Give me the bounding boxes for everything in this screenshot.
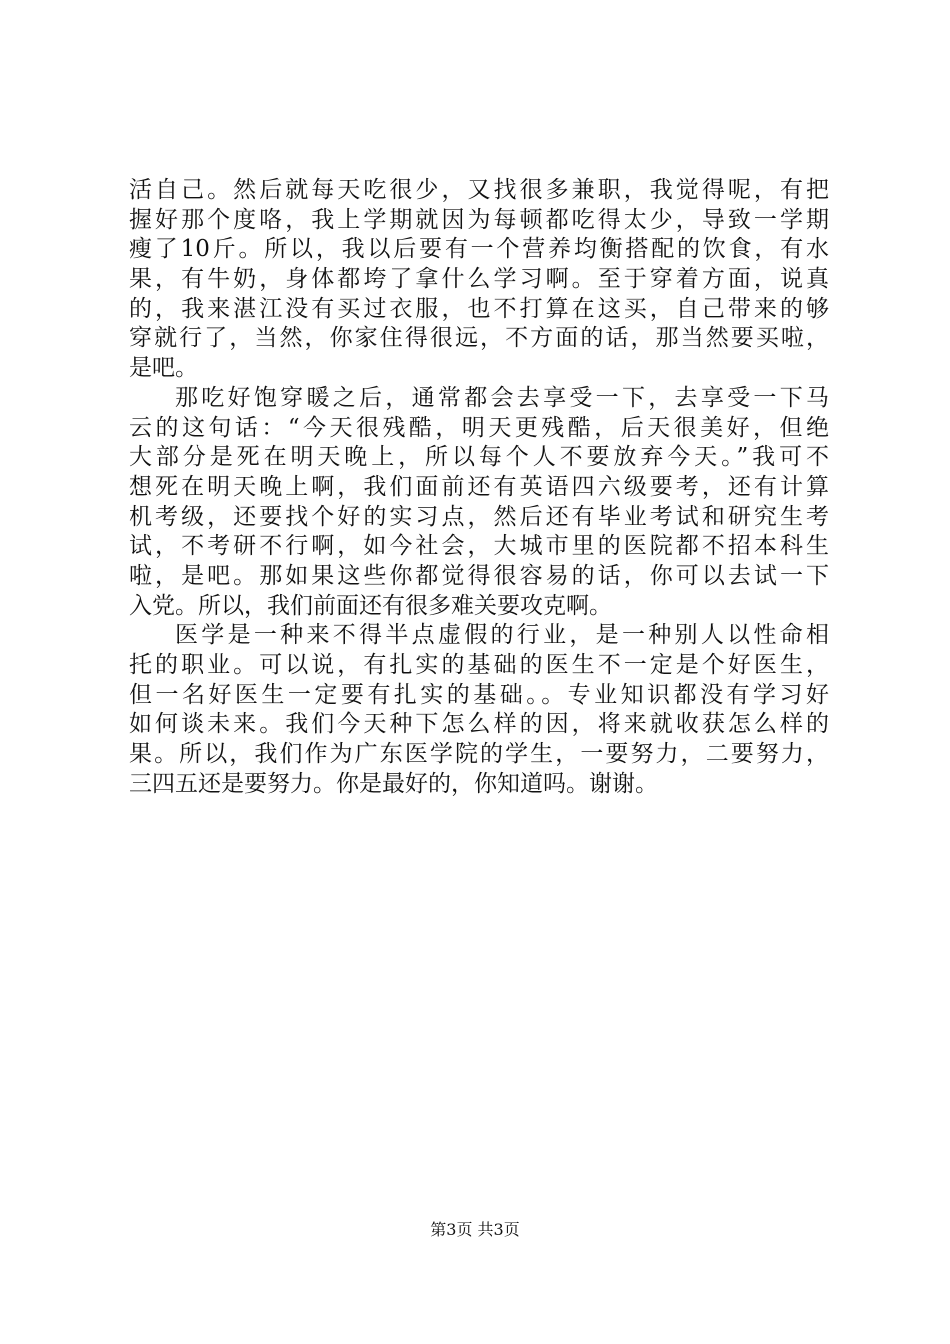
- text-line: 机考级，还要找个好的实习点，然后还有毕业考试和研究生考: [129, 503, 829, 530]
- paragraph-start-line: 那吃好饱穿暖之后，通常都会去享受一下，去享受一下马: [175, 384, 829, 411]
- page-footer: [0, 1220, 950, 1240]
- text-line: 果。所以，我们作为广东医学院的学生，一要努力，二要努力，: [129, 741, 829, 768]
- text-line: 如何谈未来。我们今天种下怎么样的因，将来就收获怎么样的: [129, 711, 829, 738]
- text-line: 试，不考研不行啊，如今社会，大城市里的医院都不招本科生: [129, 533, 829, 560]
- paragraph-start-line: 医学是一种来不得半点虚假的行业，是一种别人以性命相: [175, 622, 829, 649]
- text-line: 想死在明天晚上啊，我们面前还有英语四六级要考，还有计算: [129, 473, 829, 500]
- text-line: 云的这句话：“今天很残酷，明天更残酷，后天很美好，但绝: [129, 414, 829, 441]
- text-line: 托的职业。可以说，有扎实的基础的医生不一定是个好医生，: [129, 652, 829, 678]
- text-line: 三四五还是要努力。你是最好的，你知道吗。谢谢。: [129, 770, 658, 797]
- text-line: 入党。所以，我们前面还有很多难关要攻克啊。: [129, 592, 612, 619]
- body-text: [129, 176, 829, 799]
- text-line: 大部分是死在明天晚上，所以每个人不要放弃今天。”我可不: [129, 444, 829, 471]
- text-line: 是吧。: [129, 355, 198, 382]
- text-line: 活自己。然后就每天吃很少，又找很多兼职，我觉得呢，有把: [129, 177, 829, 203]
- text-line: 啦，是吧。那如果这些你都觉得很容易的话，你可以去试一下: [129, 562, 829, 589]
- text-line: 但一名好医生一定要有扎实的基础。。专业知识都没有学习好: [129, 681, 829, 708]
- text-line: 握好那个度咯，我上学期就因为每顿都吃得太少，导致一学期: [129, 206, 829, 233]
- text-line: 果，有牛奶，身体都垮了拿什么学习啊。至于穿着方面，说真: [129, 266, 829, 293]
- text-line: 的，我来湛江没有买过衣服，也不打算在这买，自己带来的够: [129, 295, 829, 322]
- text-line: 穿就行了，当然，你家住得很远，不方面的话，那当然要买啦，: [129, 325, 829, 352]
- text-line: 瘦了10斤。所以，我以后要有一个营养均衡搭配的饮食，有水: [129, 236, 829, 263]
- page-number-label: 第3页 共3页: [430, 1220, 520, 1239]
